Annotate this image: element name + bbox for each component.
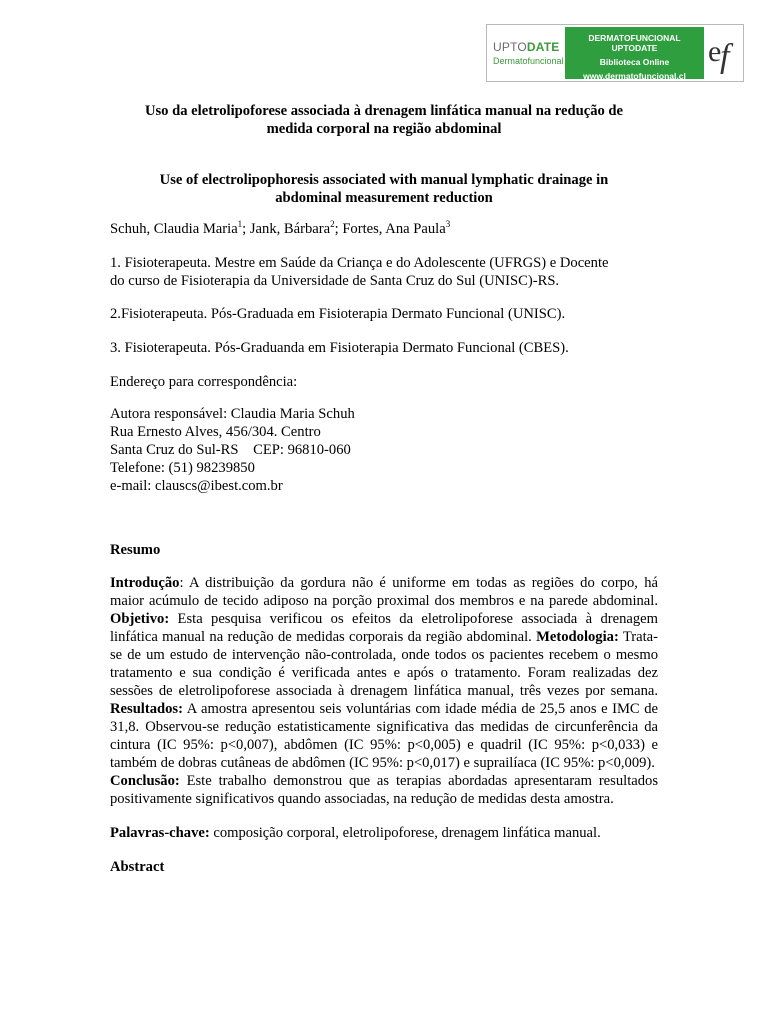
title-portuguese	[110, 102, 658, 138]
svg-text:e: e	[708, 35, 722, 68]
uptodate-subtitle: Dermatofuncional	[493, 56, 564, 66]
keywords-text: composição corporal, eletrolipoforese, drenagem linfática manual.	[209, 825, 601, 841]
author-separator: ;	[334, 221, 343, 237]
correspondence-street: Rua Ernesto Alves, 456/304. Centro	[110, 424, 321, 440]
keywords-line	[110, 824, 658, 842]
library-url[interactable]: www.dermatofuncional.cl	[583, 71, 686, 81]
resumo-heading: Resumo	[110, 542, 161, 558]
conclusion-label: Conclusão:	[110, 773, 180, 789]
title-pt-line2: medida corporal na região abdominal	[266, 121, 502, 137]
title-english	[110, 171, 658, 207]
correspondence-phone: Telefone: (51) 98239850	[110, 460, 255, 476]
author-affiliation-mark: 3	[445, 219, 451, 230]
author-affiliation-mark: 2	[330, 219, 335, 230]
correspondence-email[interactable]: e-mail: clauscs@ibest.com.br	[110, 478, 283, 494]
library-name: DERMATOFUNCIONAL UPTODATE	[588, 33, 681, 53]
correspondence-label: Endereço para correspondência:	[110, 374, 298, 390]
uptodate-prefix: UPTO	[493, 40, 527, 54]
results-label: Resultados:	[110, 701, 183, 717]
publisher-banner	[486, 24, 744, 82]
results-text: A amostra apresentou seis voluntárias com idade média de 25,5 anos e IMC de 31,8. Observou-se redução estatisticamente significativa das medidas de circunferência da cintura (IC 95%: p<0,007), abdômen (IC 95%: p<0,005) e quadril (IC 95%: p<0,033) e também de dobras cutâneas de abdômen (IC 95%: p<0,017) e suprailíaca (IC 95%: p<0,009).	[110, 701, 658, 771]
title-pt-line1: Uso da eletrolipoforese associada à drenagem linfática manual na redução de	[144, 103, 624, 119]
objective-label: Objetivo:	[110, 611, 170, 627]
affiliation-3: 3. Fisioterapeuta. Pós-Graduanda em Fisioterapia Dermato Funcional (CBES).	[110, 340, 569, 356]
author-name: Jank, Bárbara	[249, 221, 331, 237]
resumo-body	[110, 574, 658, 808]
svg-text:f: f	[720, 38, 730, 75]
ef-monogram-logo	[707, 29, 741, 77]
library-info-box	[565, 27, 704, 79]
intro-label: Introdução	[110, 575, 180, 591]
correspondence-city: Santa Cruz do Sul-RS CEP: 96810-060	[110, 442, 351, 458]
uptodate-logo	[491, 25, 563, 81]
author-separator: ;	[242, 221, 250, 237]
author-affiliation-mark: 1	[237, 219, 243, 230]
affiliation-1-line1: 1. Fisioterapeuta. Mestre em Saúde da Criança e do Adolescente (UFRGS) e Docente	[110, 255, 609, 271]
library-subtitle: Biblioteca Online	[599, 57, 670, 67]
abstract-heading: Abstract	[110, 859, 165, 875]
author-name: Schuh, Claudia Maria	[110, 221, 238, 237]
keywords-label: Palavras-chave:	[110, 825, 210, 841]
objective-text: Esta pesquisa verificou os efeitos da eletrolipoforese associada à drenagem linfática manual na redução de medidas corporais da região abdominal.	[110, 611, 658, 645]
author-list	[110, 220, 658, 238]
correspondence-author: Autora responsável: Claudia Maria Schuh	[110, 406, 355, 422]
title-en-line2: abdominal measurement reduction	[275, 190, 493, 206]
uptodate-wordmark	[493, 40, 560, 54]
affiliation-2: 2.Fisioterapeuta. Pós-Graduada em Fisioterapia Dermato Funcional (UNISC).	[110, 306, 566, 322]
affiliation-1-line2: do curso de Fisioterapia da Universidade de Santa Cruz do Sul (UNISC)-RS.	[110, 273, 560, 289]
methodology-text: Trata-se de um estudo de intervenção não-controlada, onde todos os pacientes recebem o mesmo tratamento e sua condição é verificada antes e após o tratamento. Foram realizadas dez sessões de eletrolipoforese associada à drenagem linfática manual, três vezes por semana.	[110, 629, 658, 699]
methodology-label: Metodologia:	[536, 629, 619, 645]
correspondence-address	[110, 405, 658, 495]
intro-text: : A distribuição da gordura não é uniforme em todas as regiões do corpo, há maior acúmulo de tecido adiposo na porção proximal dos membros e na parede abdominal.	[110, 575, 658, 609]
affiliation-1	[110, 254, 658, 290]
conclusion-text: Este trabalho demonstrou que as terapias abordadas apresentaram resultados positivamente significativos quando associadas, na redução de medidas desta amostra.	[110, 773, 658, 807]
title-en-line1: Use of electrolipophoresis associated with manual lymphatic drainage in	[159, 172, 609, 188]
author-name: Fortes, Ana Paula	[342, 221, 446, 237]
uptodate-suffix: DATE	[526, 40, 560, 54]
